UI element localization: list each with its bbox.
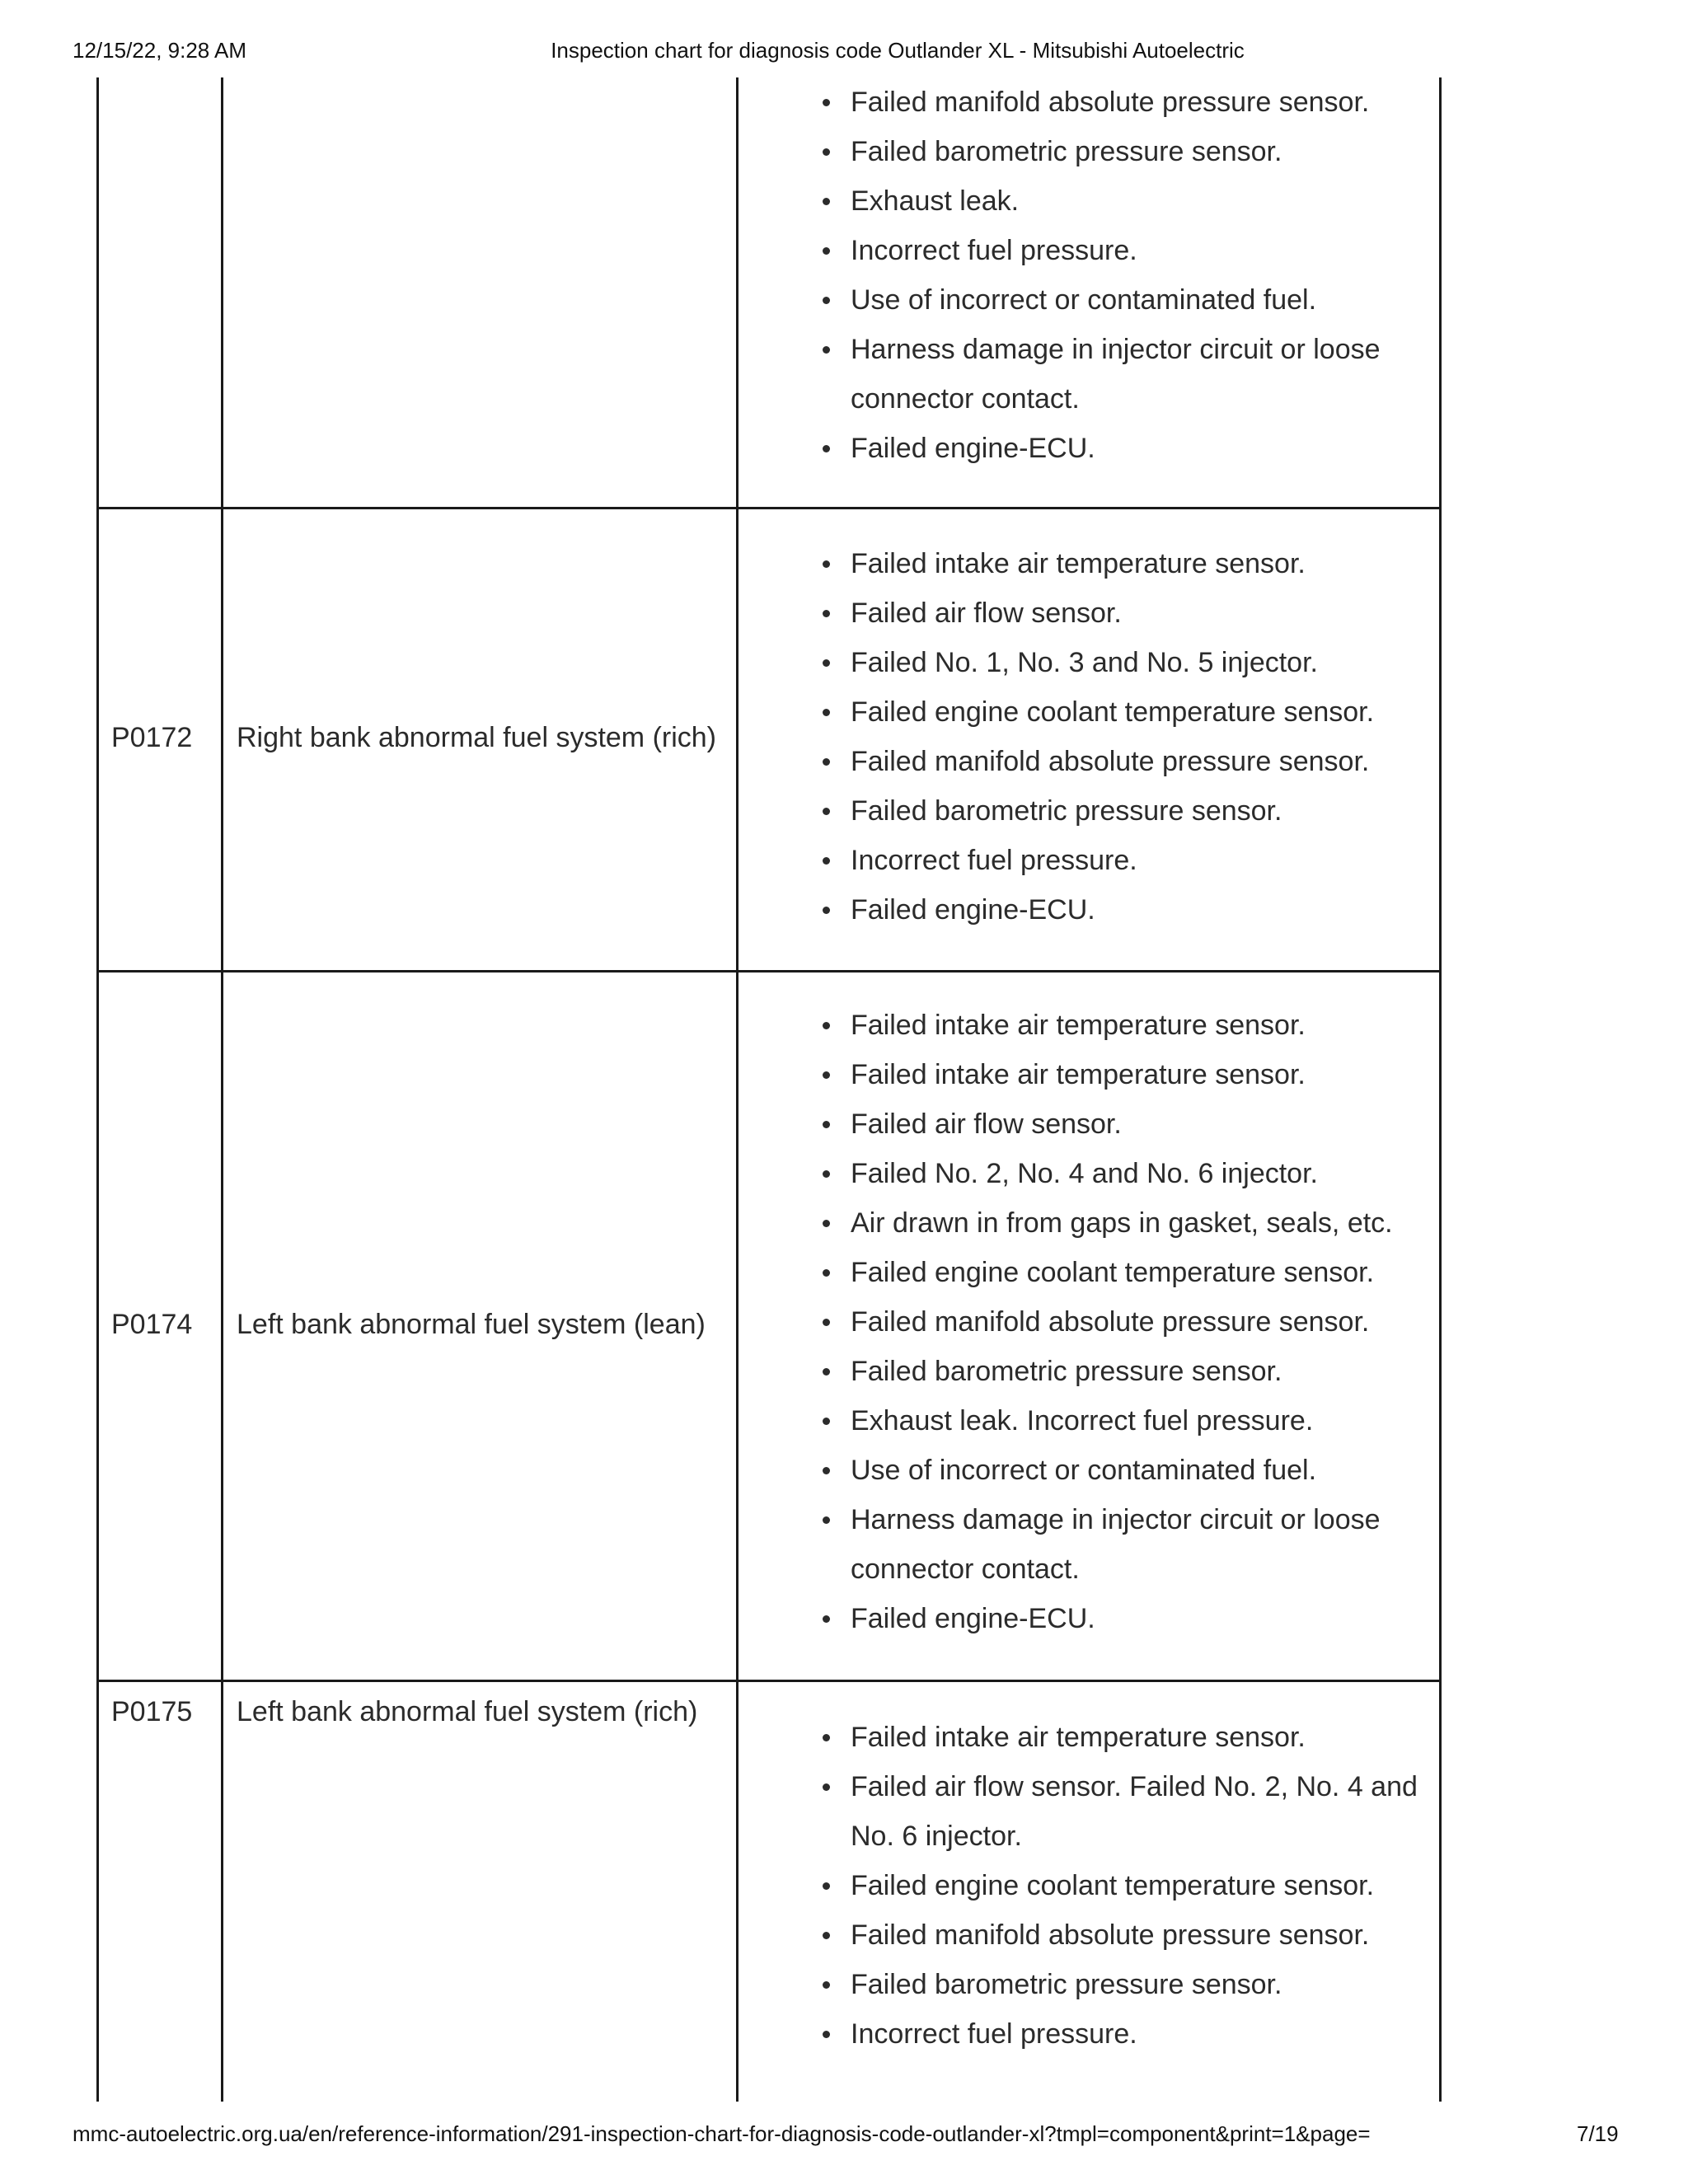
cause-item: Failed No. 1, No. 3 and No. 5 injector. [801,638,1436,687]
cause-item: Failed intake air temperature sensor. [801,1050,1436,1099]
print-header [0,38,1688,71]
cause-item: Failed barometric pressure sensor. [801,1347,1436,1396]
cause-item: Failed barometric pressure sensor. [801,127,1436,176]
table-column-divider-1 [221,77,223,2102]
cause-item: Incorrect fuel pressure. [801,836,1436,885]
row-2-description: Left bank abnormal fuel system (lean) [237,1309,706,1340]
page-number: 7/19 [1577,2121,1619,2146]
cause-item: Failed engine coolant temperature sensor. [801,1861,1436,1910]
row-0-causes [801,77,1436,473]
cause-item: Failed engine-ECU. [801,424,1436,473]
cause-item: Failed No. 2, No. 4 and No. 6 injector. [801,1149,1436,1198]
cause-item: Incorrect fuel pressure. [801,2009,1436,2059]
row-divider-2 [96,970,1442,972]
cause-item: Failed air flow sensor. Failed No. 2, No. 4 and No. 6 injector. [801,1762,1436,1861]
cause-item: Failed engine-ECU. [801,885,1436,935]
row-divider-1 [96,507,1442,509]
cause-item: Failed air flow sensor. [801,1099,1436,1149]
cause-item: Exhaust leak. [801,176,1436,226]
cause-item: Failed air flow sensor. [801,588,1436,638]
cause-item: Failed intake air temperature sensor. [801,1001,1436,1050]
cause-item: Failed manifold absolute pressure sensor. [801,1910,1436,1960]
cause-item: Air drawn in from gaps in gasket, seals, etc. [801,1198,1436,1248]
cause-item: Harness damage in injector circuit or loose connector contact. [801,1495,1436,1594]
table-column-divider-2 [736,77,738,2102]
cause-item: Failed intake air temperature sensor. [801,539,1436,588]
page-url: mmc-autoelectric.org.ua/en/reference-information/291-inspection-chart-for-diagnosis-code-outlander-xl?tmpl=component&print=1&page= [73,2121,1371,2146]
document-title: Inspection chart for diagnosis code Outlander XL - Mitsubishi Autoelectric [551,38,1245,63]
row-2-code: P0174 [111,1309,193,1340]
cause-item: Failed manifold absolute pressure sensor. [801,1297,1436,1347]
cause-item: Failed manifold absolute pressure sensor. [801,737,1436,786]
row-3-description: Left bank abnormal fuel system (rich) [237,1696,698,1727]
row-2-causes [801,1001,1436,1643]
cause-item: Harness damage in injector circuit or loose connector contact. [801,325,1436,424]
cause-item: Failed engine-ECU. [801,1594,1436,1643]
inspection-table [96,77,1442,2102]
row-1-code: P0172 [111,722,193,753]
row-divider-3 [96,1680,1442,1682]
table-border-right [1439,77,1442,2102]
cause-item: Failed barometric pressure sensor. [801,786,1436,836]
cause-item: Failed engine coolant temperature sensor. [801,1248,1436,1297]
row-1-description: Right bank abnormal fuel system (rich) [237,722,717,753]
cause-item: Failed barometric pressure sensor. [801,1960,1436,2009]
cause-item: Incorrect fuel pressure. [801,226,1436,275]
cause-item: Failed engine coolant temperature sensor. [801,687,1436,737]
cause-item: Use of incorrect or contaminated fuel. [801,275,1436,325]
print-datetime: 12/15/22, 9:28 AM [73,38,247,63]
cause-item: Failed intake air temperature sensor. [801,1713,1436,1762]
cause-item: Failed manifold absolute pressure sensor. [801,77,1436,127]
table-border-left [96,77,99,2102]
row-3-code: P0175 [111,1696,193,1727]
cause-item: Use of incorrect or contaminated fuel. [801,1446,1436,1495]
row-1-causes [801,539,1436,935]
cause-item: Exhaust leak. Incorrect fuel pressure. [801,1396,1436,1446]
row-3-causes [801,1713,1436,2059]
